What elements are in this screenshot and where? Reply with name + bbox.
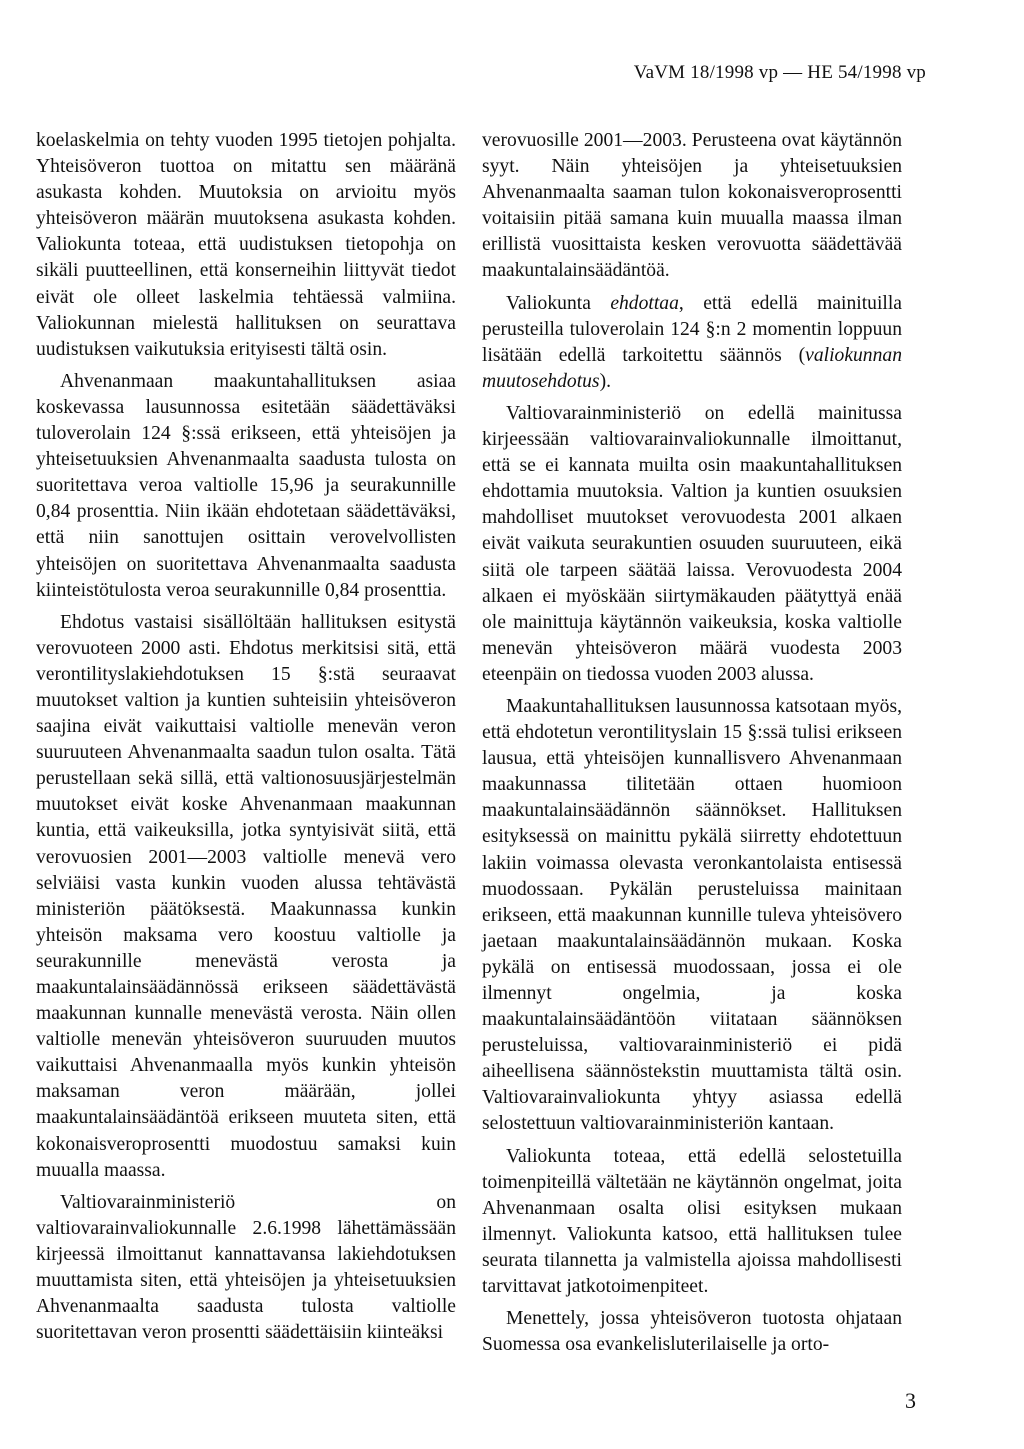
right-paragraph-2-text-a: Valiokunta [506, 292, 611, 314]
right-paragraph-2 [482, 291, 902, 395]
right-paragraph-6: Menettely, jossa yhteisöveron tuotosta ohjataan Suomessa osa evankelisluterilaiselle ja orto- [482, 1308, 902, 1356]
left-paragraph-3: Ehdotus vastaisi sisällöltään hallituksen esitystä verovuoteen 2000 asti. Ehdotus merkitsisi sitä, että verontilityslakiehdotuksen 15 §:stä seuraavat muutokset valtion ja kuntien suhteisiin yhteisöveron saajina eivät vaikuttaisi valtiolle menevän veron suuruuteen Ahvenanmaalta saadun tulon osalta. Tätä perustellaan sekä sillä, että valtionosuusjärjestelmän muutokset eivät koske Ahvenanmaan maakunnan kuntia, että vaikeuksilla, jotka syntyisivät siitä, että verovuosien 2001—2003 valtiolle menevä vero selviäisi vasta kunkin vuoden alussa tehtävästä ministeriön päätöksestä. Maakunnassa kunkin yhteisön maksama vero koostuu valtiolle ja seurakunnille menevästä verosta ja maakuntalainsäädännössä erikseen säädettävästä maakunnan kunnalle menevästä verosta. Näin ollen valtiolle menevän yhteisöveron suuruuden muutos vaikuttaisi Ahvenanmaalla myös kunkin yhteisön maksaman veron määrään, jollei maakuntalainsäädäntöä erikseen muuteta siten, että kokonaisveroprosentti muodostuu samaksi kuin muualla maassa. [36, 611, 456, 1181]
right-paragraph-2-text-b: , että edellä mainituilla perusteilla tuloverolain 124 §:n 2 momentin loppuun lisätään edellä tarkoitettu säännös ( [482, 292, 902, 366]
right-column [482, 128, 902, 1358]
right-paragraph-2-text-c: ). [599, 370, 611, 392]
emphasis-ehdottaa: ehdottaa [610, 292, 679, 314]
left-column [36, 128, 456, 1346]
running-header: VaVM 18/1998 vp — HE 54/1998 vp [633, 62, 926, 83]
left-paragraph-4: Valtiovarainministeriö on valtiovarainvaliokunnalle 2.6.1998 lähettämässään kirjeessä ilmoittanut kannattavansa lakiehdotuksen muuttamista siten, että yhteisöjen ja yhteisetuuksien Ahvenanmaalta saadusta tulosta valtiolle suoritettavan veron prosentti säädettäisiin kiinteäksi [36, 1191, 456, 1344]
right-paragraph-3: Valtiovarainministeriö on edellä mainitussa kirjeessään valtiovarainvaliokunnalle ilmoittanut, että se ei kannata muilta osin maakuntahallituksen ehdottamia muutoksia. Valtion ja kuntien osuuksien mahdolliset muutokset verovuodesta 2001 alkaen eivät vaikuta seurakuntien osuuden suuruuteen, eikä siitä ole tarpeen säätää laissa. Verovuodesta 2004 alkaen ei myöskään siirtymäkauden päätyttyä enää ole mainittuja käytännön vaikeuksia, koska valtiolle menevän yhteisöveron määrä vuodesta 2003 eteenpäin on tiedossa vuoden 2003 alussa. [482, 402, 902, 685]
left-paragraph-2: Ahvenanmaan maakuntahallituksen asiaa koskevassa lausunnossa esitetään säädettäväksi tuloverolain 124 §:ssä erikseen, että yhteisöjen ja yhteisetuuksien Ahvenanmaalta saadusta tulosta on suoritettava veroa valtiolle 15,96 ja seurakunnille 0,84 prosenttia. Niin ikään ehdotetaan säädettäväksi, että niin sanottujen osittain verovelvollisten yhteisöjen on suoritettava Ahvenanmaalta saadusta kiinteistötulosta veroa seurakunnille 0,84 prosenttia. [36, 370, 456, 601]
page-number: 3 [905, 1388, 916, 1413]
right-paragraph-5: Valiokunta toteaa, että edellä selostetuilla toimenpiteillä vältetään ne käytännön ongelmat, joita Ahvenanmaan osalta olisi esityksen mukaan ilmennyt. Valiokunta katsoo, että hallituksen tulee seurata tilannetta ja valmistella ajoissa mahdollisesti tarvittavat jatkotoimenpiteet. [482, 1145, 902, 1298]
right-paragraph-4: Maakuntahallituksen lausunnossa katsotaan myös, että ehdotetun verontilityslain 15 §:ssä tulisi erikseen lausua, että yhteisöjen kunnallisvero Ahvenanmaan maakunnassa tilitetään ottaen huomioon maakuntalainsäädännön säännökset. Hallituksen esityksessä on mainittu pykälä siirretty ehdotettuun lakiin voimassa olevasta veronkantolaista entisessä muodossaan. Pykälän perusteluissa mainitaan erikseen, että maakunnan kunnille tuleva yhteisövero jaetaan maakuntalainsäädännön mukaan. Koska pykälä on entisessä muodossaan, jossa ei ole ilmennyt ongelmia, ja koska maakuntalainsäädäntöön viitataan säännöksen perusteluissa, valtiovarainministeriö ei pidä aiheellisena säännöstekstin muuttamista tältä osin. Valtiovarainvaliokunta yhtyy asiassa edellä selostettuun valtiovarainministeriön kantaan. [482, 695, 902, 1135]
right-paragraph-1: verovuosille 2001—2003. Perusteena ovat käytännön syyt. Näin yhteisöjen ja yhteisetuuksien Ahvenanmaalta saaman tulon kokonaisveroprosentti voitaisiin pitää samana kuin muualla maassa ilman erillistä vuosittaista kesken verovuotta säädettävää maakuntalainsäädäntöä. [482, 130, 902, 282]
emphasis-valiokunnan-muutosehdotus: valiokunnan muutosehdotus [482, 344, 902, 392]
left-paragraph-1: koelaskelmia on tehty vuoden 1995 tietojen pohjalta. Yhteisöveron tuottoa on mitattu sen määränä asukasta kohden. Muutoksia on arvioitu myös yhteisöveron määrän muutoksena asukasta kohden. Valiokunta toteaa, että uudistuksen tietopohja on sikäli puutteellinen, että konserneihin liittyvät tiedot eivät ole olleet laskelmia tehtäessä valmiina. Valiokunnan mielestä hallituksen on seurattava uudistuksen vaikutuksia erityisesti tältä osin. [36, 130, 456, 360]
